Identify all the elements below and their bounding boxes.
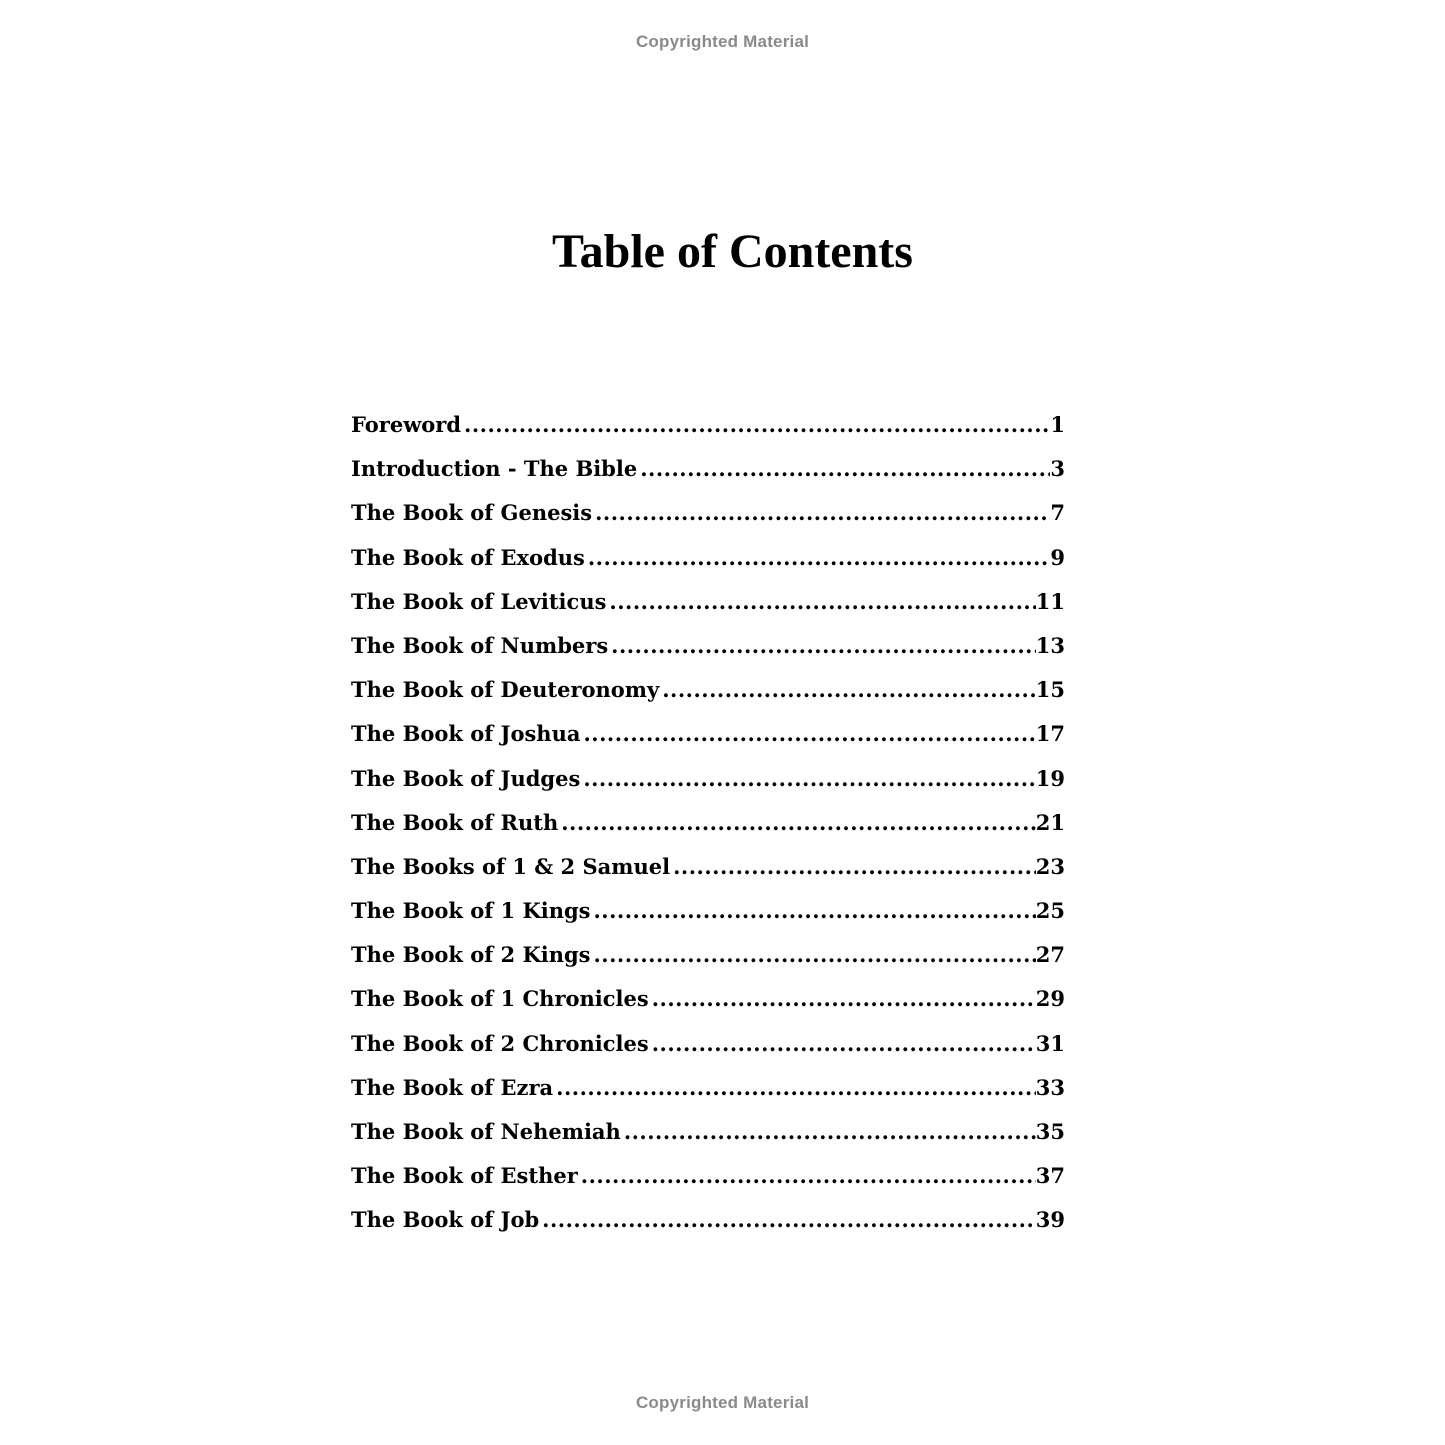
dot-leader [583,721,1035,746]
toc-entry-page: 35 [1035,1119,1065,1144]
toc-entry[interactable] [351,1075,1065,1119]
dot-leader [652,986,1036,1011]
toc-entry[interactable] [351,1119,1065,1163]
toc-entry-page: 13 [1035,632,1065,658]
toc-entry-title: The Book of Job [351,1207,540,1233]
toc-entry-title: The Book of Nehemiah [351,1119,621,1144]
toc-entry[interactable] [351,633,1065,677]
toc-entry-page: 7 [1050,500,1065,526]
toc-entry-page: 37 [1035,1163,1065,1189]
toc-entry-page: 25 [1035,898,1065,924]
page-title: Table of Contents [552,225,913,278]
toc-entry-title: The Book of Deuteronomy [351,677,660,703]
toc-entry[interactable] [351,942,1065,986]
dot-leader [595,500,1050,525]
toc-entry-page: 29 [1035,986,1065,1012]
toc-entry-page: 21 [1035,809,1065,835]
toc-entry-title: Introduction - The Bible [351,456,638,482]
table-of-contents [351,412,1065,1252]
toc-entry-title: The Book of Ruth [351,809,559,835]
toc-entry[interactable] [351,721,1065,765]
toc-entry-page: 9 [1050,544,1065,570]
toc-entry[interactable] [351,500,1065,544]
dot-leader [611,633,1036,658]
toc-entry[interactable] [351,412,1065,456]
toc-entry[interactable] [351,986,1065,1030]
toc-entry[interactable] [351,1031,1065,1075]
dot-leader [593,942,1035,967]
toc-entry-title: Foreword [351,412,462,437]
dot-leader [561,810,1036,835]
copyright-watermark-bottom: Copyrighted Material [635,1393,810,1412]
toc-entry-title: The Book of 1 Chronicles [351,986,649,1012]
dot-leader [581,1163,1036,1188]
toc-entry-title: The Book of Leviticus [351,588,607,614]
toc-entry[interactable] [351,854,1065,898]
dot-leader [609,589,1035,614]
dot-leader [588,545,1051,570]
toc-entry-title: The Book of Judges [351,765,581,791]
copyright-watermark-top: Copyrighted Material [635,32,810,51]
toc-entry[interactable] [351,1207,1065,1251]
dot-leader [662,677,1036,702]
toc-entry[interactable] [351,545,1065,589]
dot-leader [556,1075,1036,1100]
dot-leader [673,854,1036,879]
toc-entry[interactable] [351,810,1065,854]
toc-entry[interactable] [351,1163,1065,1207]
toc-entry[interactable] [351,898,1065,942]
toc-entry-title: The Book of Genesis [351,500,593,526]
toc-entry-title: The Book of 2 Chronicles [351,1030,649,1056]
toc-entry[interactable] [351,456,1065,500]
toc-entry[interactable] [351,589,1065,633]
toc-entry-page: 15 [1035,677,1065,703]
toc-entry[interactable] [351,677,1065,721]
toc-entry-title: The Book of Ezra [351,1074,554,1100]
toc-entry-page: 17 [1035,721,1065,747]
toc-entry-title: The Book of 2 Kings [351,942,591,968]
toc-entry-page: 31 [1035,1030,1065,1056]
dot-leader [593,898,1035,923]
toc-entry-title: The Book of Joshua [351,721,581,747]
toc-entry-page: 23 [1035,853,1065,879]
toc-entry-page: 33 [1035,1074,1065,1100]
toc-entry-page: 1 [1050,412,1065,437]
dot-leader [624,1119,1036,1144]
dot-leader [464,412,1050,437]
toc-entry-page: 27 [1035,942,1065,968]
toc-entry-title: The Books of 1 & 2 Samuel [351,853,671,879]
toc-entry-page: 19 [1035,765,1065,791]
toc-entry[interactable] [351,766,1065,810]
dot-leader [640,456,1050,481]
toc-entry-title: The Book of Exodus [351,544,585,570]
toc-entry-title: The Book of Numbers [351,632,609,658]
toc-entry-page: 39 [1035,1207,1065,1233]
dot-leader [542,1207,1036,1232]
dot-leader [652,1031,1036,1056]
toc-entry-title: The Book of Esther [351,1163,578,1189]
dot-leader [583,766,1035,791]
toc-entry-page: 3 [1050,456,1065,482]
toc-entry-page: 11 [1035,588,1065,614]
toc-entry-title: The Book of 1 Kings [351,898,591,924]
